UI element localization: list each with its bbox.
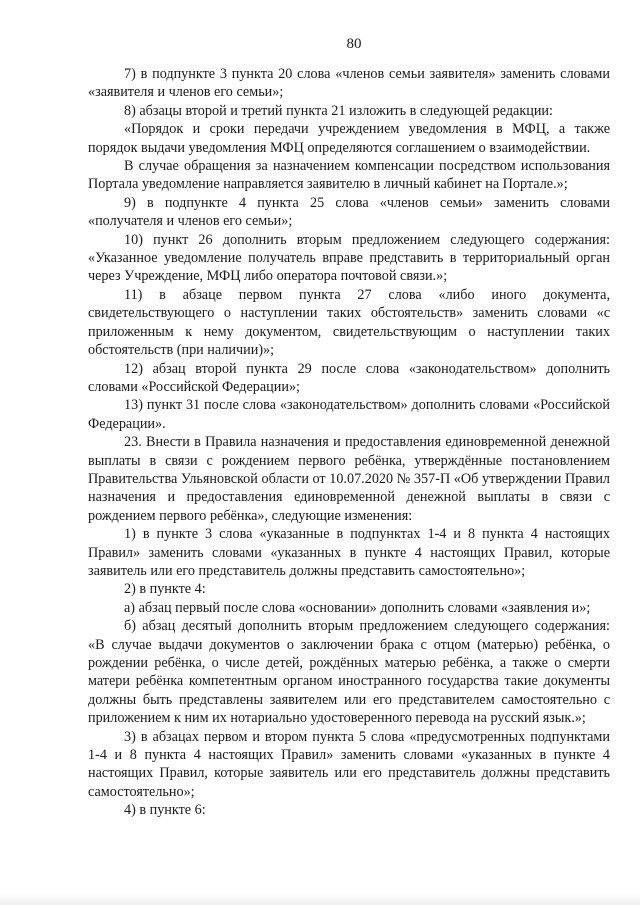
paragraph: 9) в подпункте 4 пункта 25 слова «членов семьи» заменить словами «получателя и членов его семьи»; bbox=[88, 194, 610, 230]
paragraph: 1) в пункте 3 слова «указанные в подпунктах 1-4 и 8 пункта 4 настоящих Правил» заменить словами «указанных в пункте 4 настоящих Правил, которые заявитель или его представитель должны представить самостоятельно»; bbox=[88, 526, 610, 579]
paragraph: 8) абзацы второй и третий пункта 21 изложить в следующей редакции: bbox=[124, 102, 553, 119]
paragraph: 12) абзац второй пункта 29 после слова «законодательством» дополнить словами «Российской Федерации»; bbox=[88, 360, 610, 395]
paragraph: 10) пункт 26 дополнить вторым предложением следующего содержания: «Указанное уведомление получатель вправе представить в территориальный орган через Учреждение, МФЦ либо оператора почтовой связи.»; bbox=[88, 231, 610, 285]
paragraph: 7) в подпункте 3 пункта 20 слова «членов семьи заявителя» заменить словами «заявителя и членов его семьи»; bbox=[88, 66, 610, 101]
paragraph: 11) в абзаце первом пункта 27 слова «либо иного документа, свидетельствующего о наступлении таких обстоятельств» заменить словами «с приложенным к нему документом, свидетельствующим о наступлении таких обстоятельств (при наличии)»; bbox=[88, 286, 610, 359]
paragraph: 2) в пункте 4: bbox=[124, 581, 206, 598]
paragraph: 3) в абзацах первом и втором пункта 5 слова «предусмотренных подпунктами 1-4 и 8 пункта 4 настоящих Правил» заменить словами «указанных в пункте 4 настоящих Правил, которые заявитель или его представитель должны представить самостоятельно»; bbox=[88, 728, 610, 800]
paragraph: б) абзац десятый дополнить вторым предложением следующего содержания: «В случае выдачи документов о заключении брака с отцом (матерью) ребёнка, о рождении ребёнка, о числе детей, рождённых матерью ребёнка, а также о смерти матери ребёнка компетентным органом иностранного государства такие документы должны быть представлены заявителем или его представителем самостоятельно с приложением к ним их нотариально удостоверенного перевода на русский язык.»; bbox=[88, 618, 610, 727]
scan-edge-shadow bbox=[0, 893, 640, 905]
paragraph: 4) в пункте 6: bbox=[124, 802, 206, 819]
paragraph: «Порядок и сроки передачи учреждением уведомления в МФЦ, а также порядок выдачи уведомления МФЦ определяются соглашением о взаимодействии. bbox=[88, 121, 610, 156]
paragraph: 23. Внести в Правила назначения и предоставления единовременной денежной выплаты в связи с рождением первого ребёнка, утверждённые постановлением Правительства Ульяновской области от 10.07.2020 № 357-П «Об утверждении Правил назначения и предоставления единовременной денежной выплаты в связи с рождением первого ребёнка», следующие изменения: bbox=[88, 434, 610, 524]
paragraph: а) абзац первый после слова «основании» дополнить словами «заявления и»; bbox=[124, 599, 591, 616]
paragraph: В случае обращения за назначением компенсации посредством использования Портала уведомление направляется заявителю в личный кабинет на Портале.»; bbox=[88, 158, 610, 193]
paragraph: 13) пункт 31 после слова «законодательством» дополнить словами «Российской Федерации». bbox=[88, 397, 610, 432]
page-number: 80 bbox=[346, 36, 362, 52]
